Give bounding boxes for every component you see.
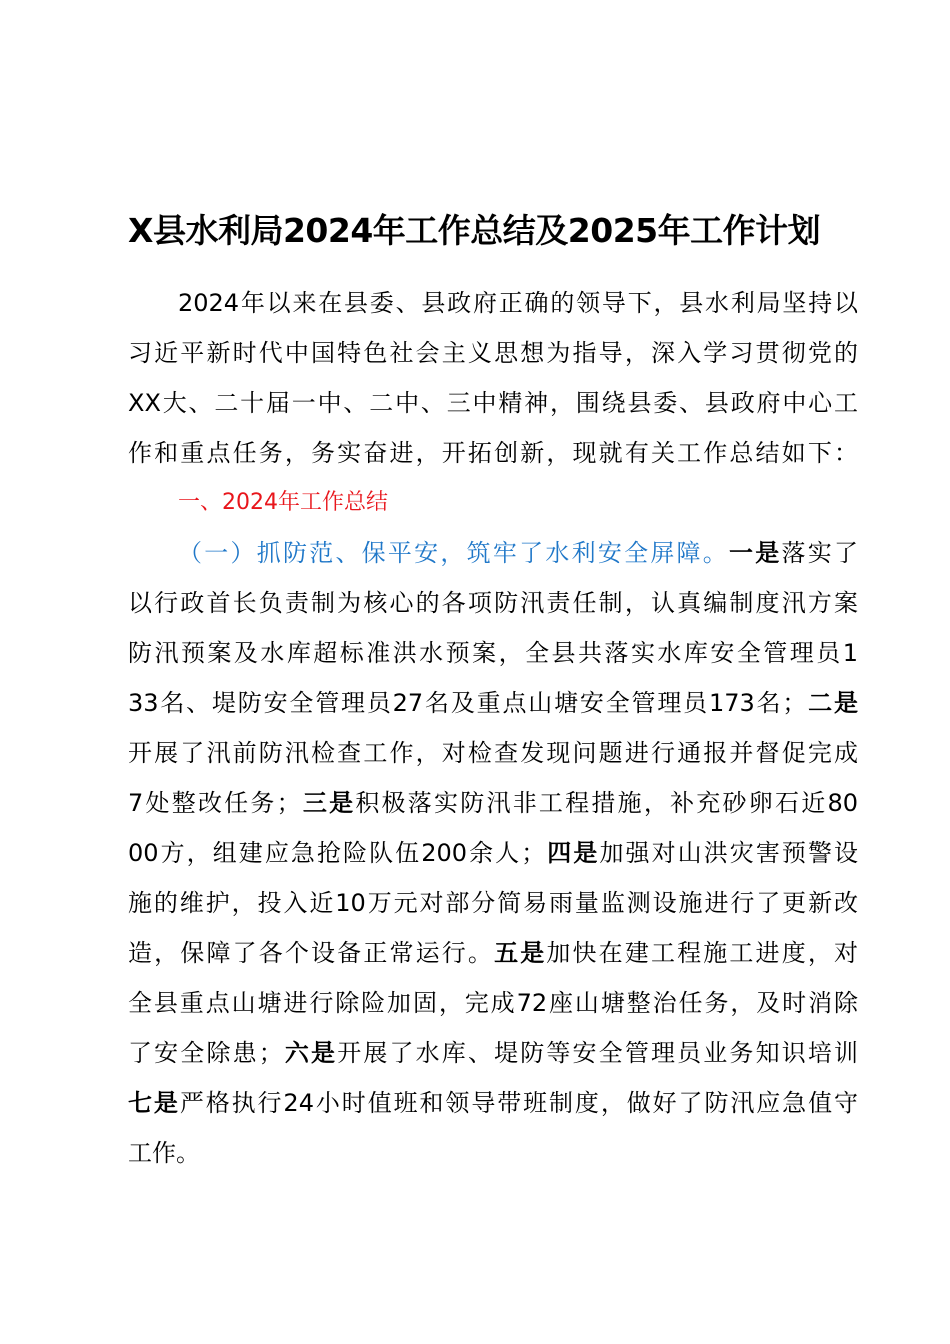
body-line-8: 施的维护，投入近10万元对部分简易雨量监测设施进行了更新改 — [128, 889, 858, 917]
section-heading-1: 一、2024年工作总结 — [178, 490, 388, 515]
body-text: 开展了水库、堤防等安全管理员业务知识培训 — [337, 1039, 858, 1067]
body-text: 积极落实防汛非工程措施，补充砂卵石近80 — [355, 789, 858, 817]
body-line-1 — [178, 528, 858, 578]
item-marker-7: 七是 — [128, 1089, 180, 1117]
body-text: 造，保障了各个设备正常运行。 — [128, 939, 495, 967]
body-text: 33名、堤防安全管理员27名及重点山塘安全管理员173名； — [128, 689, 807, 717]
intro-line-4: 作和重点任务，务实奋进，开拓创新，现就有关工作总结如下： — [128, 439, 858, 467]
item-marker-3: 三是 — [300, 789, 356, 817]
body-text: 加快在建工程施工进度，对 — [546, 939, 858, 967]
body-line-7 — [128, 828, 858, 878]
body-line-3: 防汛预案及水库超标准洪水预案，全县共落实水库安全管理员1 — [128, 639, 858, 667]
item-marker-6: 六是 — [282, 1039, 338, 1067]
item-marker-4: 四是 — [545, 839, 600, 867]
document-title: X县水利局2024年工作总结及2025年工作计划 — [128, 211, 821, 250]
intro-line-1: 2024年以来在县委、县政府正确的领导下，县水利局坚持以 — [178, 289, 858, 317]
item-marker-5: 五是 — [494, 939, 547, 967]
body-line-13: 工作。 — [128, 1139, 200, 1167]
intro-line-2: 习近平新时代中国特色社会主义思想为指导，深入学习贯彻党的 — [128, 339, 858, 367]
body-line-2: 以行政首长负责制为核心的各项防汛责任制，认真编制度汛方案 — [128, 589, 858, 617]
item-marker-2: 二是 — [806, 689, 858, 717]
item-marker-1: 一是 — [729, 539, 782, 567]
body-line-5: 开展了汛前防汛检查工作，对检查发现问题进行通报并督促完成 — [128, 739, 858, 767]
body-line-12 — [128, 1078, 858, 1128]
body-text: 7处整改任务； — [128, 789, 301, 817]
body-line-6 — [128, 778, 858, 828]
body-text: 严格执行24小时值班和领导带班制度，做好了防汛应急值守 — [179, 1089, 858, 1117]
body-line-4 — [128, 678, 858, 728]
body-line-11 — [128, 1028, 858, 1078]
body-line-9 — [128, 928, 858, 978]
body-text: 加强对山洪灾害预警设 — [599, 839, 858, 867]
body-line-10: 全县重点山塘进行除险加固，完成72座山塘整治任务，及时消除 — [128, 989, 858, 1017]
body-text: 落实了 — [781, 539, 858, 567]
body-text: 00方，组建应急抢险队伍200余人； — [128, 839, 546, 867]
body-text: 了安全除患； — [128, 1039, 283, 1067]
intro-line-3: XX大、二十届一中、二中、三中精神，围绕县委、县政府中心工 — [128, 389, 858, 417]
subsection-heading-1: （一）抓防范、保平安，筑牢了水利安全屏障。 — [178, 539, 730, 567]
